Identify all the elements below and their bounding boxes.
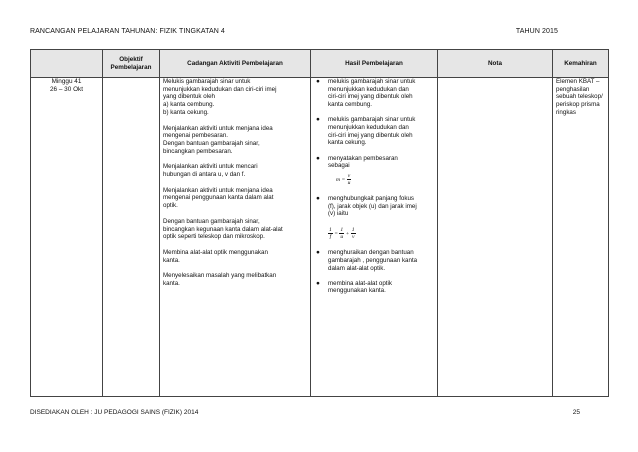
week-dates: 26 – 30 Okt — [49, 86, 84, 93]
list-item: ● melukis gambarajah sinar untuk menunjukkan kedudukan dan ciri-ciri imej yang dibentuk oleh kanta cembung. — [316, 78, 416, 109]
week-cell — [31, 78, 103, 397]
cadangan-line: bincangkan kegunaan kanta dalam alat-alat — [163, 225, 283, 233]
cadangan-line: b) kanta cekung. — [163, 108, 209, 116]
page-number: 25 — [572, 409, 580, 416]
lesson-plan-table — [30, 49, 609, 397]
lens-formula: $\frac{1}{f}$ = $\frac{1}{u}$ + $\frac{1}{v}$ — [329, 227, 355, 241]
cadangan-line: Menjalankan aktiviti untuk menjana idea — [163, 186, 273, 194]
cadangan-line: Menjalankan aktiviti untuk mencari — [163, 163, 258, 171]
bullet-icon: ● — [316, 116, 320, 124]
week-label: Minggu 41 — [51, 78, 82, 85]
cadangan-line: Dengan bantuan gambarajah sinar, — [163, 139, 260, 147]
bullet-icon: ● — [316, 154, 320, 162]
magnification-formula: m = $\frac{v}{u}$ — [336, 173, 351, 187]
header-title: RANCANGAN PELAJARAN TAHUNAN: FIZIK TINGKATAN 4 — [30, 28, 225, 35]
kemahiran-cell: Elemen KBAT – penghasilan sebuah teleskop/ periskop prisma ringkas — [553, 78, 609, 397]
header-nota: Nota — [438, 50, 553, 78]
page-footer — [30, 409, 608, 421]
footer-author: DISEDIAKAN OLEH : JU PEDAGOGI SAINS (FIZIK) 2014 — [30, 409, 199, 416]
list-item: ● membina alat-alat optik menggunakan kanta. — [316, 279, 392, 295]
list-item: ● menghuraikan dengan bantuan gambarajah , penggunaan kanta dalam alat-alat optik. — [316, 249, 418, 272]
header-objektif: Objektif Pembelajaran — [103, 50, 160, 78]
cadangan-line: Menyelesaikan masalah yang melibatkan — [163, 272, 277, 280]
cadangan-line: yang dibentuk oleh — [163, 93, 215, 101]
hasil-cell — [311, 78, 438, 397]
bullet-icon: ● — [316, 78, 320, 85]
cadangan-line: menunjukkan kedudukan dan ciri-ciri imej — [163, 85, 277, 93]
page-header — [30, 28, 608, 40]
cadangan-line: mengenai pembesaran. — [163, 132, 229, 140]
cadangan-line: optik seperti teleskop dan mikroskop. — [163, 233, 265, 241]
cadangan-line: a) kanta cembung. — [163, 101, 215, 109]
list-item: ● menyatakan pembesaran sebagai m = $\frac{v}{u}$ — [314, 155, 434, 186]
table-header-row — [31, 50, 609, 78]
cadangan-cell — [160, 78, 311, 397]
header-year: TAHUN 2015 — [515, 28, 558, 35]
cadangan-line: Dengan bantuan gambarajah sinar, — [163, 217, 260, 225]
bullet-icon: ● — [316, 279, 320, 287]
header-week — [31, 50, 103, 78]
cadangan-line: mengenai penggunaan kanta dalam alat — [163, 194, 274, 202]
cadangan-line: optik. — [163, 202, 178, 210]
header-hasil: Hasil Pembelajaran — [311, 50, 438, 78]
list-item: ● menghubungkait panjang fokus (f), jarak objek (u) dan jarak imej (v) iaitu $\frac{1}{f}$ = $\frac{1}{u}$ + $\frac{1}{v}$ — [314, 195, 434, 240]
cadangan-line: Membina alat-alat optik menggunakan — [163, 248, 268, 256]
cadangan-line: kanta. — [163, 256, 180, 264]
bullet-icon: ● — [316, 195, 320, 203]
cadangan-line: hubungan di antara u, v dan f. — [163, 171, 246, 179]
cadangan-line: bincangkan pembesaran. — [163, 147, 233, 155]
nota-cell — [438, 78, 553, 397]
table-row — [31, 78, 609, 397]
header-kemahiran: Kemahiran — [553, 50, 609, 78]
header-cadangan: Cadangan Aktiviti Pembelajaran — [160, 50, 311, 78]
cadangan-line: Menjalankan aktiviti untuk menjana idea — [163, 124, 273, 132]
cadangan-line: kanta. — [163, 280, 180, 288]
bullet-icon: ● — [316, 249, 320, 257]
list-item: ● melukis gambarajah sinar untuk menunjukkan kedudukan dan ciri-ciri imej yang dibentuk oleh kanta cekung. — [316, 116, 416, 147]
cadangan-line: Melukis gambarajah sinar untuk — [163, 78, 251, 85]
objektif-cell — [103, 78, 160, 397]
